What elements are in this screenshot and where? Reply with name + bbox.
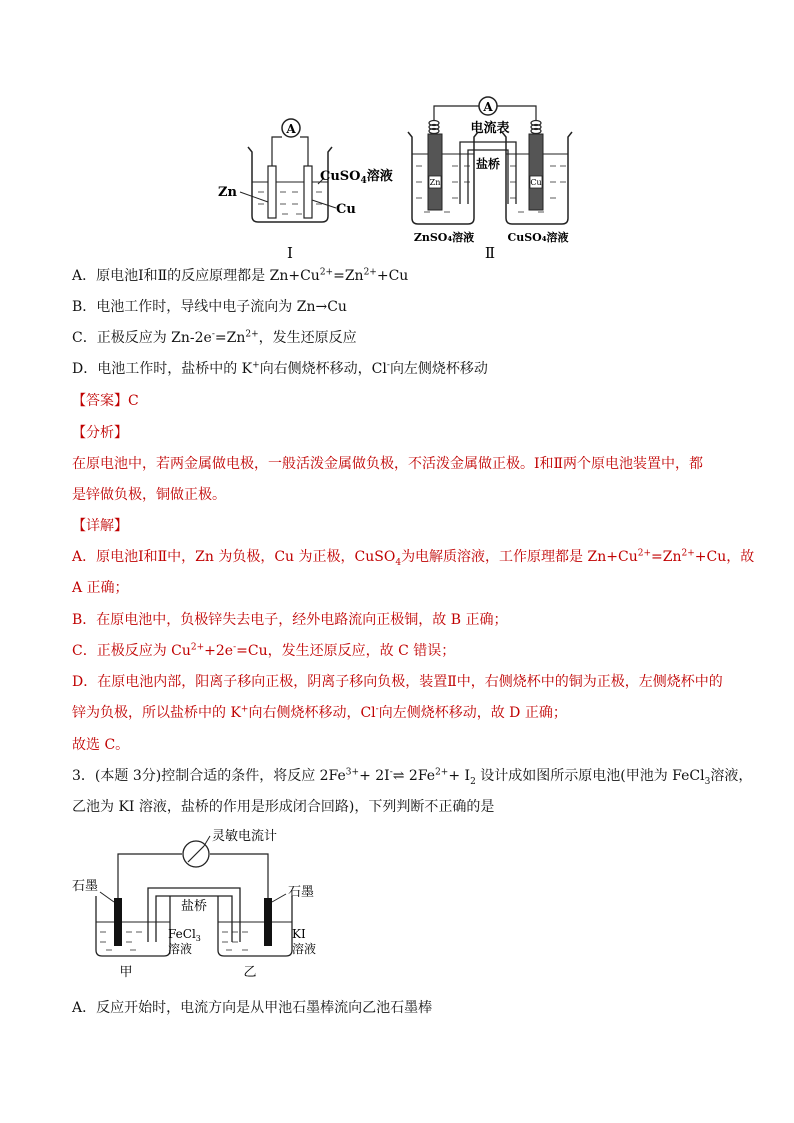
question-3-stem-1: 3．(本题 3分)控制合适的条件，将反应 $2Fe^{3+}+$ 2I-⇌ $2Fe^{2+}+ I_2$ 设计成如图所示原电池(甲池为 FeCl$_3$溶液，: [72, 767, 753, 787]
salt-bridge-label: 盐桥: [475, 157, 501, 171]
detail-tag: 【详解】: [72, 518, 128, 534]
detail-b: B．在原电池中，负极锌失去电子，经外电路流向正极铜，故 B 正确；: [72, 612, 508, 628]
cuso4-label: CuSO₄溶液: [507, 231, 569, 244]
zn-electrode: [268, 166, 276, 218]
answer: [72, 391, 139, 411]
figure-2-numeral: Ⅱ: [484, 244, 496, 260]
analysis-line-2: 是锌做负极，铜做正极。: [72, 487, 226, 503]
ki-solution-label: 溶液: [292, 942, 317, 956]
answer-tag: 【答案】: [72, 393, 128, 409]
pool-yi-label: 乙: [243, 965, 257, 980]
figure-fecl3-ki-cell: [70, 822, 340, 988]
conclusion: 故选 C。: [72, 737, 130, 753]
option-b: B．电池工作时，导线中电子流向为 Zn→Cu: [72, 299, 347, 315]
figure-galvanic-cell-2: [404, 94, 590, 260]
figure-galvanic-cell-1: [212, 112, 402, 262]
cu-label: Cu: [336, 202, 356, 217]
analysis-line-1: 在原电池中，若两金属做电极，一般活泼金属做负极，不活泼金属做正极。Ⅰ和Ⅱ两个原电池装置中，都: [72, 456, 704, 472]
galvanometer-label: 灵敏电流计: [212, 829, 278, 844]
question-3-stem-2: 乙池为 KI 溶液，盐桥的作用是形成闭合回路)，下列判断不正确的是: [72, 799, 495, 815]
cu-electrode: [304, 166, 312, 218]
znso4-label: ZnSO₄溶液: [413, 231, 475, 244]
fecl3-label: FeCl$_3$: [168, 927, 201, 943]
cu-electrode: [529, 134, 543, 210]
ki-label: KI: [292, 927, 306, 941]
question-3-option-a: A．反应开始时，电流方向是从甲池石墨棒流向乙池石墨棒: [72, 1000, 433, 1016]
zn-electrode: [428, 134, 442, 210]
option-a: A．原电池Ⅰ和Ⅱ的反应原理都是 $Zn+Cu^{2+}=Zn^{2+}+Cu$: [72, 267, 409, 284]
ammeter-name: 电流表: [470, 121, 510, 136]
answer-value: C: [128, 393, 139, 409]
salt-bridge-label: 盐桥: [180, 899, 208, 914]
graphite-right-label: 石墨: [288, 885, 315, 900]
detail-d-line-2: 锌为负极，所以盐桥中的 K+向右侧烧杯移动，Cl-向左侧烧杯移动，故 D 正确；: [72, 704, 567, 721]
zn-electrode-label: Zn: [429, 178, 441, 187]
detail-a-line-2: A 正确；: [72, 580, 129, 596]
figure-1-numeral: Ⅰ: [287, 244, 293, 262]
option-d: D．电池工作时，盐桥中的 K+向右侧烧杯移动，Cl-向左侧烧杯移动: [72, 360, 488, 377]
analysis-tag: 【分析】: [72, 425, 128, 441]
detail-c: C．正极反应为 $Cu^{2+}+2e^-=Cu$，发生还原反应，故 C 错误；: [72, 642, 456, 659]
pool-jia-label: 甲: [119, 965, 133, 980]
cuso4-label: CuSO$_4$溶液: [320, 169, 393, 186]
ammeter-label: A: [483, 100, 493, 114]
option-c: C．正极反应为 $Zn-2e^-=Zn^{2+}$，发生还原反应: [72, 329, 357, 346]
detail-d-line-1: D．在原电池内部，阳离子移向正极，阴离子移向负极，装置Ⅱ中，右侧烧杯中的铜为正极，左侧烧杯中的: [72, 674, 723, 690]
graphite-rod-left: [114, 898, 122, 946]
detail-a-line-1: A．原电池Ⅰ和Ⅱ中，Zn 为负极，Cu 为正极，CuSO$_4$为电解质溶液，工作原理都是 $Zn+Cu^{2+}=Zn^{2+}+Cu$，故: [72, 548, 755, 568]
cu-electrode-label: Cu: [530, 178, 542, 187]
ammeter-label: A: [286, 122, 296, 136]
zn-label: Zn: [218, 185, 237, 200]
fecl3-solution-label: 溶液: [168, 942, 193, 956]
graphite-rod-right: [264, 898, 272, 946]
graphite-left-label: 石墨: [72, 879, 99, 894]
